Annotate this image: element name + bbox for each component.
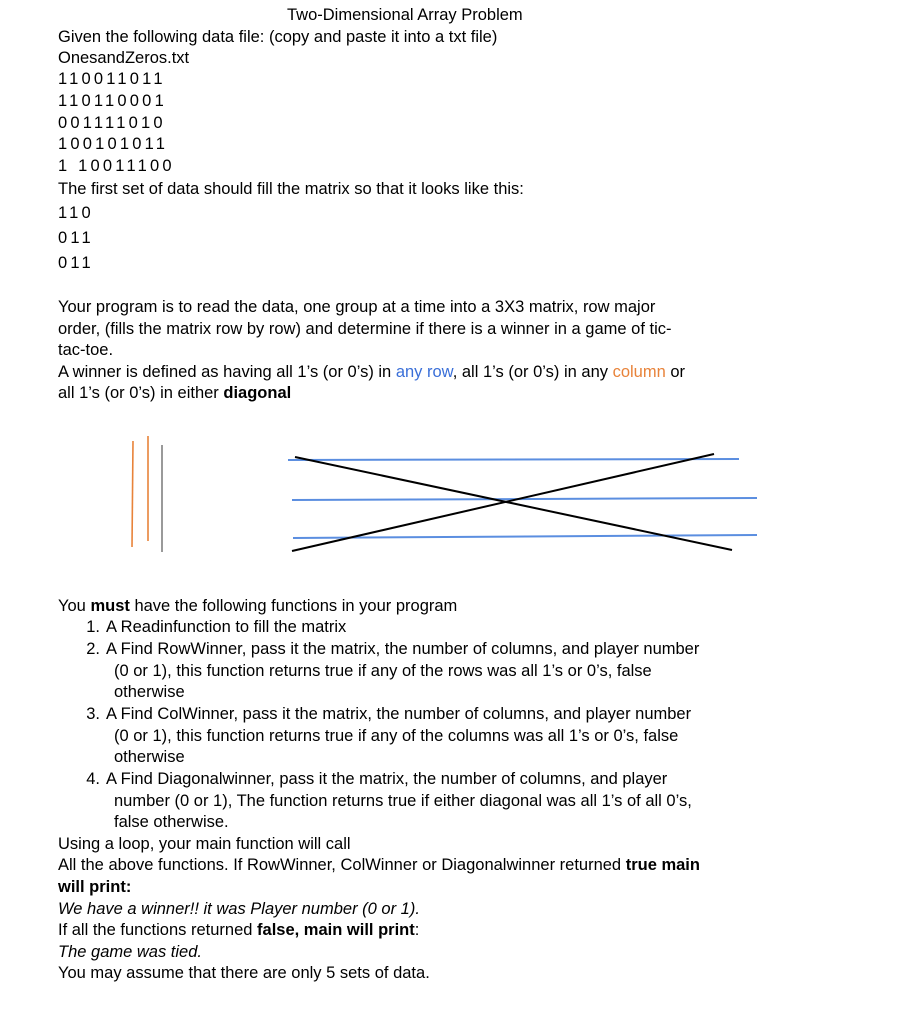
data-row: 100101011 [58, 135, 169, 153]
row-line [288, 459, 739, 460]
text: have the following functions in your program [129, 597, 458, 615]
list-text: (0 or 1), this function returns true if any of the columns was all 1’s or 0’s, false [114, 727, 679, 745]
matrix-row: 011 [58, 229, 94, 247]
any-row-highlight: any row [395, 363, 453, 381]
list-number: 4. [86, 770, 100, 788]
list-text: number (0 or 1), The function returns true if either diagonal was all 1’s of all 0’s, [114, 792, 692, 810]
text: All the above functions. If RowWinner, ColWinner or Diagonalwinner returned [58, 856, 626, 874]
data-row: 1 10011100 [58, 157, 175, 175]
list-text: A Find RowWinner, pass it the matrix, the number of columns, and player number [106, 640, 700, 658]
false-line [58, 920, 419, 940]
diagonal-highlight: diagonal [223, 384, 292, 402]
false-emphasis: false, main will print [257, 921, 415, 939]
para1-line: tac-toe. [58, 341, 114, 359]
data-row: 110110001 [58, 92, 167, 110]
list-item [74, 704, 691, 724]
list-text: A Readinfunction to fill the matrix [106, 618, 347, 636]
list-number: 3. [86, 705, 100, 723]
filename: OnesandZeros.txt [58, 49, 190, 67]
functions-intro [58, 596, 457, 616]
matrix-row: 110 [58, 204, 94, 222]
loop-line: Using a loop, your main function will call [58, 835, 351, 853]
text: If all the functions returned [58, 921, 258, 939]
list-number: 1. [86, 618, 100, 636]
all-functions-line [58, 855, 700, 875]
must-emphasis: must [90, 597, 130, 615]
tied-message: The game was tied. [58, 943, 202, 961]
list-text: false otherwise. [114, 813, 229, 831]
column-highlight: column [612, 363, 666, 381]
assume-line: You may assume that there are only 5 sets of data. [58, 964, 430, 982]
page-title: Two-Dimensional Array Problem [287, 6, 523, 24]
list-item [74, 769, 667, 789]
column-line [132, 441, 133, 547]
list-item [74, 639, 699, 659]
text: all 1’s (or 0’s) in either [58, 384, 224, 402]
matrix-row: 011 [58, 254, 94, 272]
list-text: (0 or 1), this function returns true if any of the rows was all 1’s or 0’s, false [114, 662, 652, 680]
text: You [58, 597, 91, 615]
text: A winner is defined as having all 1’s (or 0’s) in [58, 363, 396, 381]
list-text: otherwise [114, 683, 185, 701]
winner-message: We have a winner!! it was Player number (0 or 1). [58, 900, 420, 918]
data-row: 110011011 [58, 70, 166, 88]
text: , all 1’s (or 0’s) in any [452, 363, 613, 381]
text: : [414, 921, 420, 939]
text: or [665, 363, 686, 381]
data-row: 001111010 [58, 114, 166, 132]
will-print-label: will print: [58, 878, 132, 896]
list-item [74, 617, 346, 637]
para1-line: order, (fills the matrix row by row) and determine if there is a winner in a game of tic- [58, 320, 672, 338]
list-text: A Find ColWinner, pass it the matrix, the number of columns, and player number [106, 705, 692, 723]
column-lines [132, 436, 148, 547]
given-line: Given the following data file: (copy and paste it into a txt file) [58, 28, 498, 46]
list-number: 2. [86, 640, 100, 658]
true-main-emphasis: true main [625, 856, 700, 874]
first-set-line: The first set of data should fill the matrix so that it looks like this: [58, 180, 524, 198]
list-text: otherwise [114, 748, 185, 766]
list-text: A Find Diagonalwinner, pass it the matrix, the number of columns, and player [106, 770, 668, 788]
para1-line: Your program is to read the data, one group at a time into a 3X3 matrix, row major [58, 298, 656, 316]
